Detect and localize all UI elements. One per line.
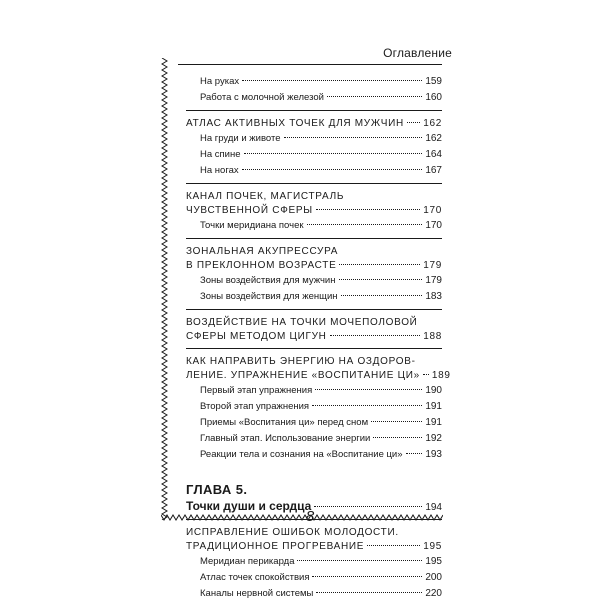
toc-entry[interactable] <box>186 90 442 106</box>
dot-leader <box>339 264 420 265</box>
dot-leader <box>330 335 421 336</box>
toc-entry-page: 162 <box>425 133 442 144</box>
running-header: Оглавление <box>383 46 452 60</box>
toc-entry-title: На ногах <box>200 165 239 176</box>
dot-leader <box>407 122 420 123</box>
dot-leader <box>367 545 420 546</box>
page-number: 8 <box>305 508 315 525</box>
section-divider <box>186 110 442 111</box>
dot-leader <box>339 279 423 280</box>
toc-section[interactable] <box>186 259 442 273</box>
toc-entry-title: Реакции тела и сознания на «Воспитание ци» <box>200 449 403 460</box>
chapter-title: Точки души и сердца <box>186 499 312 513</box>
toc-entry-page: 195 <box>425 556 442 567</box>
dot-leader <box>316 592 422 593</box>
toc-group <box>186 245 442 305</box>
dot-leader <box>244 153 423 154</box>
toc-section-title: АТЛАС АКТИВНЫХ ТОЧЕК ДЛЯ МУЖЧИН <box>186 118 404 129</box>
toc-entry[interactable] <box>186 273 442 289</box>
toc-entry-title: Каналы нервной системы <box>200 588 314 599</box>
toc-section-title-line: КАК НАПРАВИТЬ ЭНЕРГИЮ НА ОЗДОРОВ- <box>186 356 416 367</box>
toc-section-title-line: ТРАДИЦИОННОЕ ПРОГРЕВАНИЕ <box>186 541 365 552</box>
dot-leader <box>314 506 422 507</box>
toc-entry-title: Первый этап упражнения <box>200 385 313 396</box>
toc-entry-title: Зоны воздействия для мужчин <box>200 275 336 286</box>
toc-section-title-line: ЗОНАЛЬНАЯ АКУПРЕССУРА <box>186 246 339 257</box>
toc-entry-page: 200 <box>425 572 442 583</box>
toc-entry-page: 192 <box>425 433 442 444</box>
toc-section[interactable] <box>186 330 442 344</box>
toc-entry[interactable] <box>186 147 442 163</box>
toc-section-title-line: СФЕРЫ МЕТОДОМ ЦИГУН <box>186 331 327 342</box>
dot-leader <box>242 169 423 170</box>
toc-entry-title: Меридиан перикарда <box>200 556 295 567</box>
toc-section-page: 162 <box>423 118 442 129</box>
dot-leader <box>341 295 423 296</box>
toc-group <box>186 355 451 463</box>
toc-entry-page: 191 <box>425 417 442 428</box>
toc-entry-page: 179 <box>425 275 442 286</box>
toc-group <box>186 117 442 179</box>
left-decorative-border <box>161 58 168 520</box>
toc-entry[interactable] <box>186 74 442 90</box>
toc-section-title-line: КАНАЛ ПОЧЕК, МАГИСТРАЛЬ <box>186 191 345 202</box>
chapter-entry[interactable] <box>186 498 442 516</box>
toc-group <box>186 316 442 344</box>
dot-leader <box>423 374 429 375</box>
dot-leader <box>284 137 423 138</box>
toc-entry[interactable] <box>186 399 442 415</box>
toc-section[interactable] <box>186 540 442 554</box>
toc-entry-page: 159 <box>425 76 442 87</box>
dot-leader <box>373 437 422 438</box>
toc-entry-title: На спине <box>200 149 241 160</box>
toc-entry-title: Зоны воздействия для женщин <box>200 291 338 302</box>
toc-section[interactable] <box>186 204 442 218</box>
toc-entry[interactable] <box>186 431 442 447</box>
toc-section[interactable] <box>186 369 451 383</box>
section-divider <box>186 348 442 349</box>
toc-entry-page: 160 <box>425 92 442 103</box>
toc-entry[interactable] <box>186 131 442 147</box>
toc-entry-page: 191 <box>425 401 442 412</box>
toc-entry-page: 193 <box>425 449 442 460</box>
header-rule <box>178 64 442 65</box>
toc-entry[interactable] <box>186 570 442 586</box>
toc-section-title-line: ВОЗДЕЙСТВИЕ НА ТОЧКИ МОЧЕПОЛОВОЙ <box>186 317 418 328</box>
toc-entry-title: Точки меридиана почек <box>200 220 304 231</box>
toc-section-title-line: ИСПРАВЛЕНИЕ ОШИБОК МОЛОДОСТИ. <box>186 527 399 538</box>
toc-entry[interactable] <box>186 447 442 463</box>
toc-entry-page: 170 <box>425 220 442 231</box>
toc-section-page: 189 <box>431 370 451 381</box>
toc-entry-title: Главный этап. Использование энергии <box>200 433 371 444</box>
section-divider <box>186 183 442 184</box>
toc-section-page: 195 <box>423 541 442 552</box>
toc-group <box>186 190 442 234</box>
toc-entry-title: На руках <box>200 76 240 87</box>
toc-group <box>186 74 442 106</box>
toc-entry-page: 220 <box>425 588 442 599</box>
toc-entry-page: 167 <box>425 165 442 176</box>
toc-group <box>186 526 442 602</box>
toc-entry-title: На груди и животе <box>200 133 281 144</box>
chapter-label: ГЛАВА 5. <box>186 482 248 497</box>
toc-entry[interactable] <box>186 554 442 570</box>
toc-section-title-line: ЧУВСТВЕННОЙ СФЕРЫ <box>186 205 313 216</box>
dot-leader <box>316 209 420 210</box>
dot-leader <box>406 453 423 454</box>
toc-section-page: 179 <box>423 260 442 271</box>
toc-entry[interactable] <box>186 163 442 179</box>
dot-leader <box>371 421 422 422</box>
toc-entry[interactable] <box>186 415 442 431</box>
toc-entry-page: 164 <box>425 149 442 160</box>
chapter-divider <box>186 519 442 520</box>
toc-section-page: 170 <box>423 205 442 216</box>
dot-leader <box>297 560 422 561</box>
toc-entry-title: Атлас точек спокойствия <box>200 572 310 583</box>
table-of-contents <box>186 74 451 605</box>
toc-section-title-line: В ПРЕКЛОННОМ ВОЗРАСТЕ <box>186 260 337 271</box>
toc-entry[interactable] <box>186 383 442 399</box>
section-divider <box>186 238 442 239</box>
dot-leader <box>307 224 423 225</box>
toc-entry-page: 183 <box>425 291 442 302</box>
section-divider <box>186 309 442 310</box>
toc-entry-title: Второй этап упражнения <box>200 401 310 412</box>
chapter-page: 194 <box>425 502 442 513</box>
dot-leader <box>315 389 422 390</box>
toc-entry-title: Приемы «Воспитания ци» перед сном <box>200 417 369 428</box>
dot-leader <box>312 576 422 577</box>
toc-entry[interactable] <box>186 218 442 234</box>
dot-leader <box>242 80 422 81</box>
toc-entry-title: Работа с молочной железой <box>200 92 324 103</box>
toc-entry-page: 190 <box>425 385 442 396</box>
toc-section[interactable] <box>186 117 442 131</box>
dot-leader <box>327 96 422 97</box>
toc-section-page: 188 <box>423 331 442 342</box>
dot-leader <box>312 405 422 406</box>
toc-entry[interactable] <box>186 289 442 305</box>
toc-section-title-line: ЛЕНИЕ. УПРАЖНЕНИЕ «ВОСПИТАНИЕ ЦИ» <box>186 370 420 381</box>
